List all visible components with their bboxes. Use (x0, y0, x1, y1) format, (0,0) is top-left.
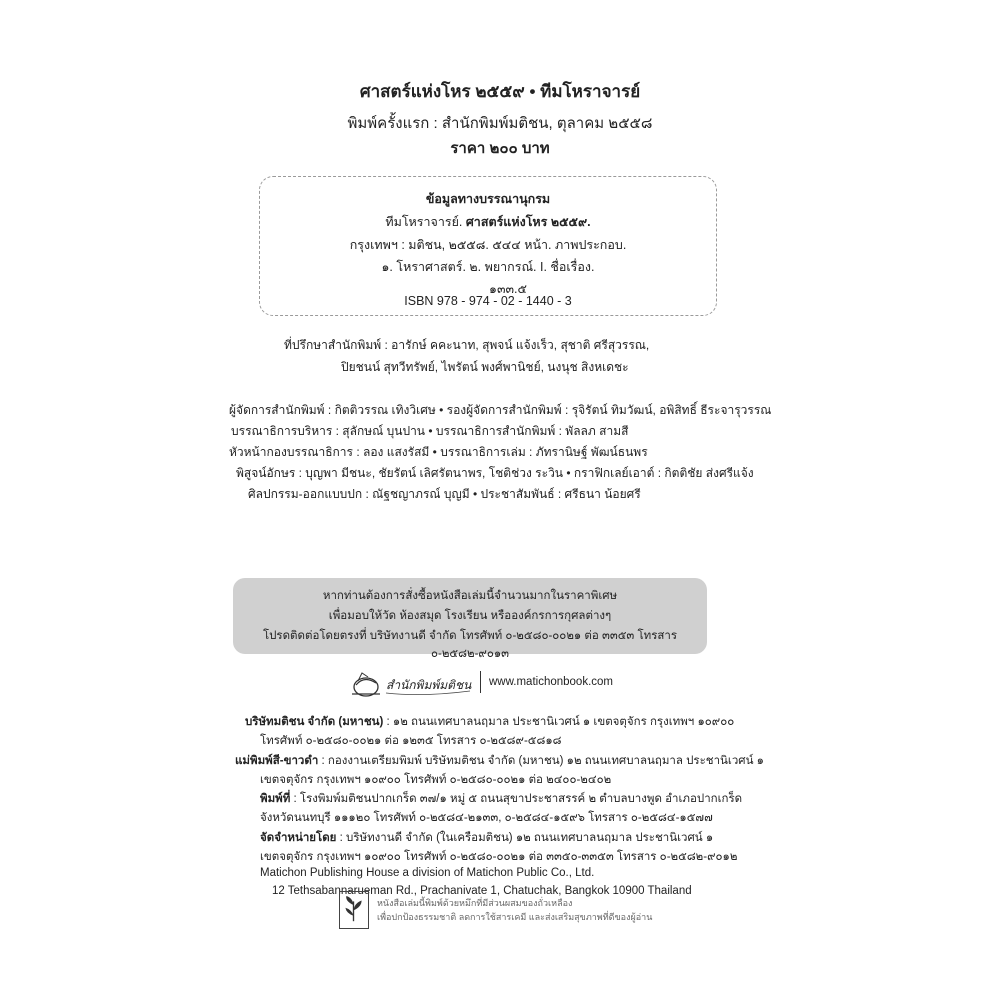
cip-author: ทีมโหราจารย์. (385, 215, 463, 229)
special-order-line-3: โปรดติดต่อโดยตรงที่ บริษัทงานดี จำกัด โทรศัพท์ ๐-๒๕๘๐-๐๐๒๑ ต่อ ๓๓๕๓ โทรสาร ๐-๒๕๘๒-๙๐๑๓ (262, 630, 678, 660)
company-address: : ๑๒ ถนนเทศบาลนฤมาล ประชานิเวศน์ ๑ เขตจตุจักร กรุงเทพฯ ๑๐๙๐๐ (383, 716, 735, 728)
advisors-line-2: ปิยชนน์ สุทวีทรัพย์, ไพรัตน์ พงศ์พานิชย์, นงนุช สิงหเดชะ (341, 360, 629, 374)
credits-line-3: หัวหน้ากองบรรณาธิการ : ลอง แสงรัสมี • บรรณาธิการเล่ม : ภัทรานิษฐ์ พัฒน์ธนพร (229, 445, 648, 459)
printer-phone: จังหวัดนนทบุรี ๑๑๑๒๐ โทรศัพท์ ๐-๒๕๘๔-๒๑๓๓, ๐-๒๕๘๔-๑๕๙๖ โทรสาร ๐-๒๕๘๔-๑๕๗๗ (260, 812, 713, 824)
matichon-logo (344, 663, 474, 703)
separation-label: แม่พิมพ์สี-ขาวดำ (235, 755, 319, 767)
special-order-line-1: หากท่านต้องการสั่งซื้อหนังสือเล่มนี้จำนวนมากในราคาพิเศษ (322, 590, 618, 602)
separation-phone: เขตจตุจักร กรุงเทพฯ ๑๐๙๐๐ โทรศัพท์ ๐-๒๕๘๐-๐๐๒๑ ต่อ ๒๔๐๐-๒๔๐๒ (260, 774, 612, 786)
cataloging-box (259, 176, 717, 316)
company-line (245, 713, 734, 731)
english-line-1: Matichon Publishing House a division of Matichon Public Co., Ltd. (260, 867, 595, 879)
isbn: ISBN 978 - 974 - 02 - 1440 - 3 (404, 294, 572, 308)
credits-line-4: พิสูจน์อักษร : บุญพา มีชนะ, ชัยรัตน์ เลิศรัตนาพร, โชติช่วง ระวิน • กราฟิกเลย์เอาต์ : กิตติชัย ส่งศรีแจ้ง (236, 466, 754, 480)
distributor-phone: เขตจตุจักร กรุงเทพฯ ๑๐๙๐๐ โทรศัพท์ ๐-๒๕๘๐-๐๐๒๑ ต่อ ๓๓๕๐-๓๓๕๓ โทรสาร ๐-๒๕๘๒-๙๐๑๒ (260, 851, 738, 863)
credits-line-2: บรรณาธิการบริหาร : สุลักษณ์ บุนปาน • บรรณาธิการสำนักพิมพ์ : พัลลภ สามสี (231, 424, 629, 438)
distributor-label: จัดจำหน่ายโดย (260, 832, 337, 844)
website-link[interactable]: www.matichonbook.com (489, 676, 613, 688)
english-line-2: 12 Tethsabannarueman Rd., Prachanivate 1, Chatuchak, Bangkok 10900 Thailand (272, 885, 692, 897)
credits-line-1: ผู้จัดการสำนักพิมพ์ : กิตติวรรณ เทิงวิเศษ • รองผู้จัดการสำนักพิมพ์ : รุจิรัตน์ ทิมวัฒน์, อพิสิทธิ์ ธีระจารุวรรณ (229, 403, 772, 417)
soy-ink-badge (339, 891, 659, 931)
printer-line (260, 790, 742, 808)
printer-address: : โรงพิมพ์มติชนปากเกร็ด ๓๗/๑ หมู่ ๕ ถนนสุขาประชาสรรค์ ๒ ตำบลบางพูด อำเภอปากเกร็ด (290, 793, 743, 805)
cip-author-title (260, 212, 716, 232)
svg-text:สำนักพิมพ์มติชน: สำนักพิมพ์มติชน (386, 678, 472, 692)
separation-line (235, 752, 764, 770)
price: ราคา ๒๐๐ บาท (450, 140, 550, 157)
printer-label: พิมพ์ที่ (260, 793, 291, 805)
advisors-line-1: ที่ปรึกษาสำนักพิมพ์ : อารักษ์ คคะนาท, สุพจน์ แจ้งเร็ว, สุชาติ ศรีสุวรรณ, (284, 338, 650, 352)
special-order-line-2: เพื่อมอบให้วัด ห้องสมุด โรงเรียน หรือองค์กรการกุศลต่างๆ (328, 610, 612, 622)
soy-ink-line-2: เพื่อปกป้องธรรมชาติ ลดการใช้สารเคมี และส่งเสริมสุขภาพที่ดีของผู้อ่าน (377, 912, 653, 922)
credits-line-5: ศิลปกรรม-ออกแบบปก : ณัฐชญาภรณ์ บุญมี • ประชาสัมพันธ์ : ศรีธนา น้อยศรี (248, 487, 641, 501)
distributor-line (260, 829, 713, 847)
distributor-address: : บริษัทงานดี จำกัด (ในเครือมติชน) ๑๒ ถนนเทศบาลนฤมาล ประชานิเวศน์ ๑ (336, 832, 714, 844)
book-title: ศาสตร์แห่งโหร ๒๕๕๙ • ทีมโหราจารย์ (359, 82, 641, 101)
publisher-logo-area (344, 663, 664, 703)
soy-ink-text (377, 896, 652, 924)
first-printing-info: พิมพ์ครั้งแรก : สำนักพิมพ์มติชน, ตุลาคม ๒๕๕๘ (347, 115, 653, 132)
soy-leaf-icon (339, 891, 369, 929)
soy-ink-line-1: หนังสือเล่มนี้พิมพ์ด้วยหมึกที่มีส่วนผสมของถั่วเหลือง (377, 898, 573, 908)
cip-subjects: ๑. โหราศาสตร์. ๒. พยากรณ์. I. ชื่อเรื่อง. (381, 260, 595, 274)
company-label: บริษัทมติชน จำกัด (มหาชน) (245, 716, 384, 728)
cip-book-title: ศาสตร์แห่งโหร ๒๕๕๙. (465, 215, 591, 229)
cip-imprint: กรุงเทพฯ : มติชน, ๒๕๕๘. ๕๔๔ หน้า. ภาพประกอบ. (349, 238, 627, 252)
separation-address: : กองงานเตรียมพิมพ์ บริษัทมติชน จำกัด (มหาชน) ๑๒ ถนนเทศบาลนฤมาล ประชานิเวศน์ ๑ (318, 755, 764, 767)
cip-classification: ๑๓๓.๕ (489, 282, 527, 296)
company-phone: โทรศัพท์ ๐-๒๕๘๐-๐๐๒๑ ต่อ ๑๒๓๕ โทรสาร ๐-๒๕๘๙-๕๘๑๘ (260, 735, 562, 747)
special-order-box (233, 578, 707, 660)
logo-divider (480, 671, 481, 693)
cip-heading: ข้อมูลทางบรรณานุกรม (425, 192, 551, 206)
